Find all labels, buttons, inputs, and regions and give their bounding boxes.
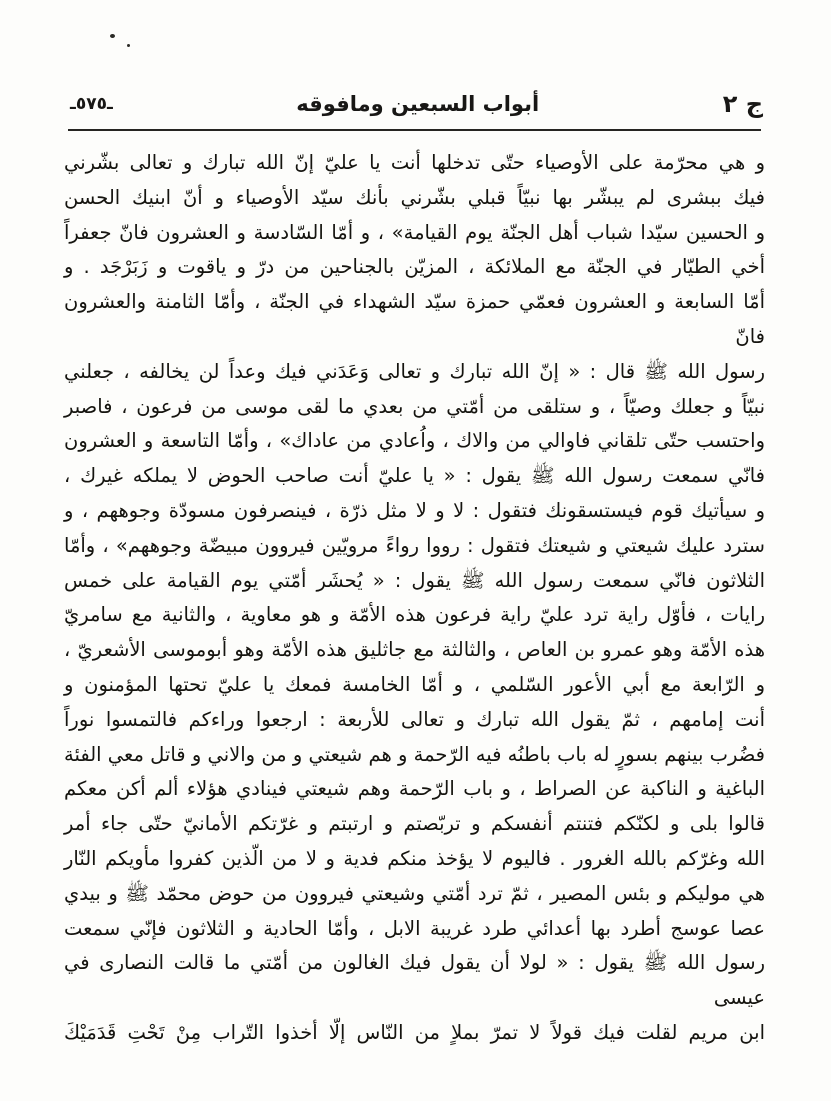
text-line: فيك ببشرى لم يبشّر بها نبيّاً قبلي بشّرني بأنك سيّد الأوصياء و أنّ ابنيك الحسن: [64, 185, 765, 209]
text-line: أمّا السابعة و العشرون فعمّي حمزة سيّد الشهداء في الجنّة ، وأمّا الثامنة والعشرون فانّ: [64, 290, 765, 348]
text-line: و هي محرّمة على الأوصياء حتّى تدخلها أنت يا عليّ إنّ الله تبارك و تعالى بشّرني: [64, 151, 765, 174]
page-number: ـ٥٧٥ـ: [70, 94, 113, 114]
text-line: ابن مريم لقلت فيك قولاً لا تمرّ بملاٍ من النّاس إلّا أخذوا التّراب مِنْ تَحْتِ قَدَمَيْكَ: [64, 1020, 765, 1044]
text-line: فانّي سمعت رسول الله ﷺ يقول : « يا عليّ أنت صاحب الحوض لا يملكه غيرك ،: [64, 464, 765, 488]
text-line: و الحسين سيّدا شباب أهل الجنّة يوم القيامة» ، و أمّا السّادسة و العشرون فانّ جعفراً: [64, 220, 765, 244]
text-line: هي موليكم و بئس المصير ، ثمّ ترد أمّتي وشيعتي فيروون من حوض محمّد ﷺ و بيدي: [64, 881, 765, 905]
text-line: رايات ، فأوّل راية ترد عليّ راية فرعون هذه الأمّة و هو معاوية ، والثانية مع سامريّ: [64, 603, 765, 627]
text-line: عصا عوسج أطرد بها أعدائي طرد غريبة الابل ، وأمّا الحادية و الثلاثون فإنّي سمعت: [64, 916, 765, 940]
page-body: [64, 146, 765, 1051]
text-line: و سيأتيك قوم فيستسقونك فتقول : لا و لا مثل ذرّة ، فينصرفون مسودّة وجوههم ، و: [64, 498, 765, 522]
text-line: واحتسب حتّى تلقاني فاوالي من والاك ، واُعادي من عاداك» ، وأمّا التاسعة و العشرون: [64, 429, 765, 453]
text-line: أخي الطيّار في الجنّة مع الملائكة ، المزيّن بالجناحين من درّ و ياقوت و زَبَرْجَد . و: [64, 255, 765, 279]
text-line: الله وغرّكم بالله الغرور . فاليوم لا يؤخذ منكم فدية و لا من الّذين كفروا مأويكم النّار: [64, 846, 765, 870]
text-line: الباغية و الناكبة عن الصراط ، و باب الرّحمة وهم شيعتي فينادي هؤلاء ألم أكن معكم: [64, 777, 765, 801]
text-line: فضُرب بينهم بسورٍ له باب باطنُه فيه الرّحمة و هم شيعتي و من والاني و قاتل معي الفئة: [64, 742, 765, 766]
text-line: الثلاثون فانّي سمعت رسول الله ﷺ يقول : « يُحشَر أمّتي يوم القيامة على خمس: [64, 568, 765, 592]
text-line: و الرّابعة مع أبي الأعور السّلمي ، و أمّا الخامسة فمعك يا عليّ تحتها المؤمنون و: [64, 672, 765, 696]
text-line: أنت إمامهم ، ثمّ يقول الله تبارك و تعالى للأربعة : ارجعوا وراءكم فالتمسوا نوراً: [64, 707, 765, 731]
page-title: أبواب السبعين ومافوقه: [296, 92, 540, 116]
text-line: رسول الله ﷺ قال : « إنّ الله تبارك و تعالى وَعَدَني فيك وعداً لن يخالفه ، جعلني: [64, 359, 765, 383]
text-line: سترد عليك شيعتي و شيعتك فتقول : رووا رواءً مرويّين فيروون مبيضّة وجوههم» ، وأمّا: [64, 533, 765, 557]
header-divider: [68, 129, 761, 131]
text-line: رسول الله ﷺ يقول : « لولا أن يقول فيك الغالون من أمّتي ما قالت النصارى في عيسى: [64, 951, 765, 1010]
scan-artifact: [110, 34, 115, 38]
text-line: نبيّاً و جعلك وصيّاً ، و ستلقى من أمّتي من بعدي ما لقى موسى من فرعون ، فاصبر: [64, 394, 765, 418]
text-line: هذه الأمّة وهو عمرو بن العاص ، والثالثة مع جاثليق هذه الأمّة وهو أبوموسى الأشعريّ ،: [64, 638, 765, 662]
volume-label: ج ٢: [722, 90, 763, 118]
scan-artifact: [127, 44, 130, 47]
text-line: قالوا بلى و لكنّكم فتنتم أنفسكم و تربّصتم و ارتبتم و غرّتكم الأمانيّ حتّى جاء أمر: [64, 812, 765, 836]
page-header: [70, 86, 763, 122]
